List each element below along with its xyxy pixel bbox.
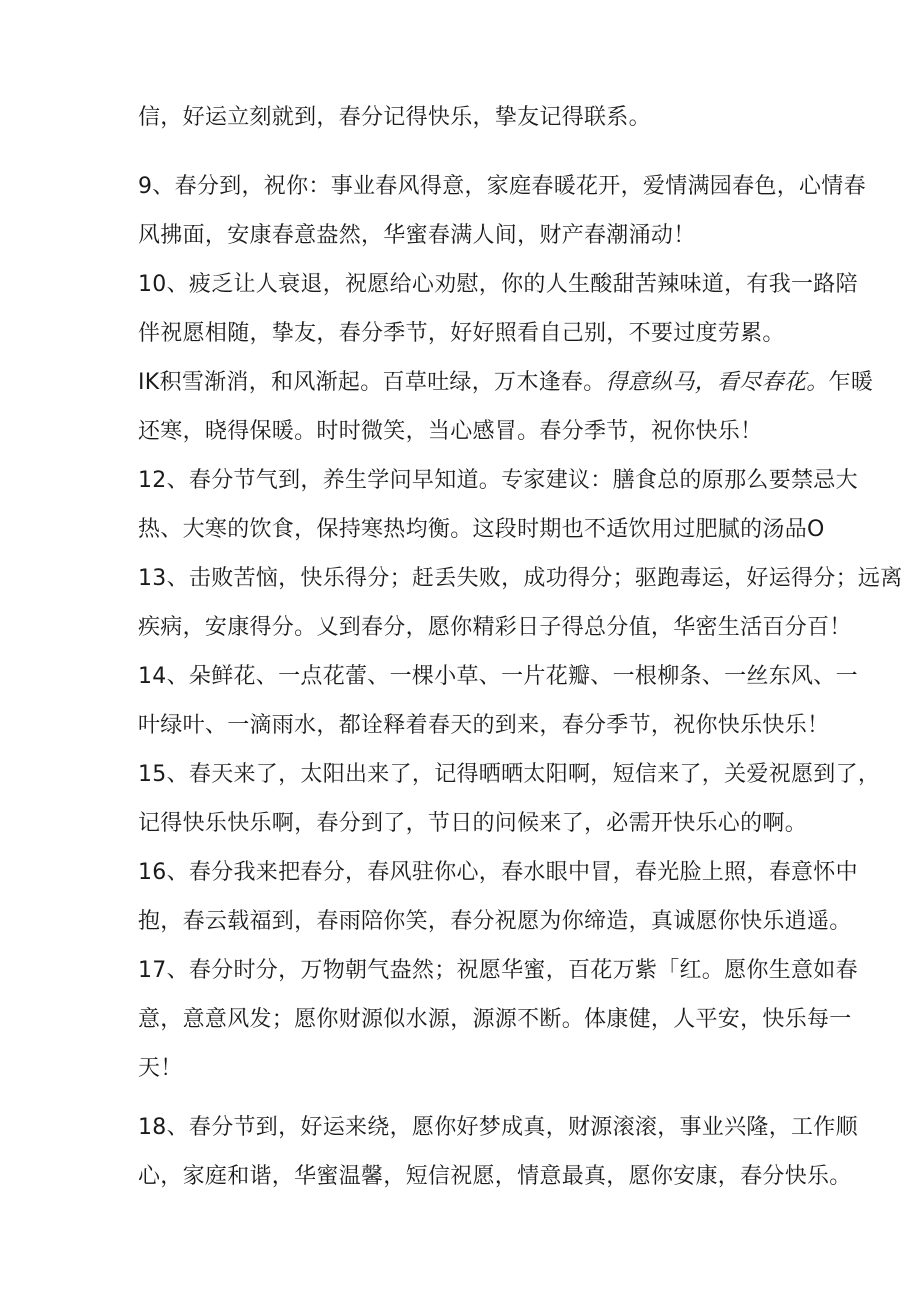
paragraph-15-line-2: 记得快乐快乐啊，春分到了，节日的问候来了，必需开快乐心的啊。	[138, 811, 808, 836]
paragraph-11-line-1	[138, 368, 874, 398]
paragraph-11-segment-3: 乍暖	[828, 370, 874, 395]
paragraph-11-segment-1: IK积雪渐消，和风渐起。百草吐绿，万木逢春。	[138, 370, 606, 395]
paragraph-18-line-1: 18、春分节到，好运来绕，愿你好梦成真，财源滚滚，事业兴隆，工作顺	[138, 1115, 858, 1140]
paragraph-8-line-1: 信，好运立刻就到，春分记得快乐，挚友记得联系。	[138, 105, 651, 130]
paragraph-9-line-1: 9、春分到，祝你：事业春风得意，家庭春暖花开，爱情满园春色，心情春	[138, 174, 866, 199]
paragraph-14-line-2: 叶绿叶、一滴雨水，都诠释着春天的到来，春分季节，祝你快乐快乐！	[138, 713, 830, 738]
paragraph-16-line-2: 抱，春云载福到，春雨陪你笑，春分祝愿为你缔造，真诚愿你快乐逍遥。	[138, 909, 852, 934]
paragraph-13-line-2: 疾病，安康得分。乂到春分，愿你精彩日子得总分值，华密生活百分百！	[138, 615, 852, 640]
paragraph-17-line-1: 17、春分时分，万物朝气盎然；祝愿华蜜，百花万紫「红。愿你生意如春	[138, 958, 858, 983]
paragraph-11-line-2: 还寒，晓得保暖。时时微笑，当心感冒。春分季节，祝你快乐！	[138, 419, 763, 444]
paragraph-15-line-1: 15、春天来了，太阳出来了，记得晒晒太阳啊，短信来了，关爱祝愿到了，	[138, 762, 881, 787]
paragraph-12-line-1: 12、春分节气到，养生学问早知道。专家建议：膳食总的原那么要禁忌大	[138, 468, 858, 493]
paragraph-13-line-1: 13、击败苦恼，快乐得分；赶丢失败，成功得分；驱跑毒运，好运得分；远离	[138, 566, 903, 591]
paragraph-17-line-3: 天！	[138, 1056, 183, 1081]
paragraph-12-line-2: 热、大寒的饮食，保持寒热均衡。这段时期也不适饮用过肥腻的汤品O	[138, 517, 825, 542]
paragraph-16-line-1: 16、春分我来把春分，春风驻你心，春水眼中冒，春光脸上照，春意怀中	[138, 860, 858, 885]
paragraph-11-italic-segment: 得意纵马，看尽春花。	[605, 370, 829, 395]
paragraph-10-line-1: 10、疲乏让人衰退，祝愿给心劝慰，你的人生酸甜苦辣味道，有我一路陪	[138, 272, 858, 297]
paragraph-9-line-2: 风拂面，安康春意盎然，华蜜春满人间，财产春潮涌动！	[138, 223, 696, 248]
paragraph-17-line-2: 意，意意风发；愿你财源似水源，源源不断。体康健，人平安，快乐每一	[138, 1007, 852, 1032]
paragraph-18-line-2: 心，家庭和谐，华蜜温馨，短信祝愿，情意最真，愿你安康，春分快乐。	[138, 1164, 852, 1189]
paragraph-14-line-1: 14、朵鲜花、一点花蕾、一棵小草、一片花瓣、一根柳条、一丝东风、一	[138, 664, 858, 689]
paragraph-10-line-2: 伴祝愿相随，挚友，春分季节，好好照看自己别，不要过度劳累。	[138, 321, 785, 346]
